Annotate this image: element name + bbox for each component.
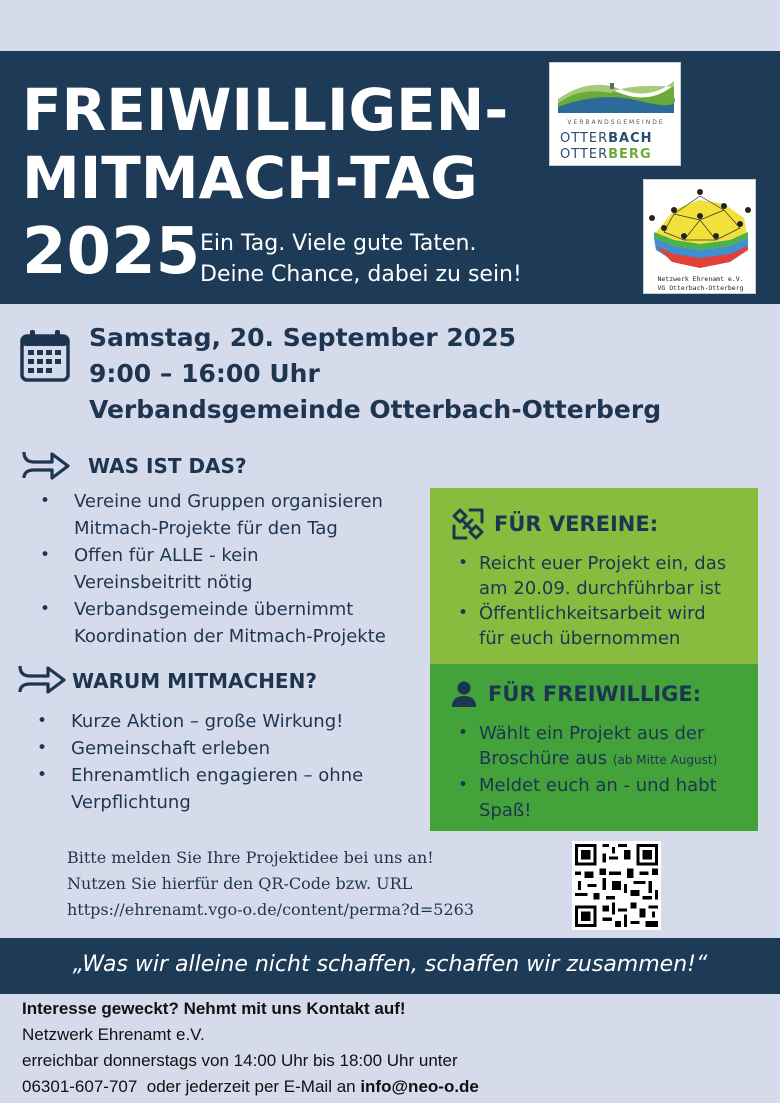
footer-organization: Netzwerk Ehrenamt e.V. xyxy=(22,1025,205,1044)
quote-text: „Was wir alleine nicht schaffen, schaffen wir zusammen!“ xyxy=(72,952,708,977)
list-item: • Meldet euch an - und habt xyxy=(479,773,717,798)
handshake-icon xyxy=(450,506,486,542)
arrow-right-icon xyxy=(16,660,68,698)
warum-list xyxy=(71,708,363,816)
title-line-2: MITMACH-TAG xyxy=(22,144,478,212)
vg-logo xyxy=(549,62,681,166)
list-item: • Öffentlichkeitsarbeit wird xyxy=(479,601,726,626)
submit-url[interactable]: https://ehrenamt.vgo-o.de/content/perma?d=5263 xyxy=(67,900,475,919)
freiwillige-list xyxy=(479,721,717,823)
list-item: • Vereine und Gruppen organisieren xyxy=(74,488,386,515)
vereine-heading: FÜR VEREINE: xyxy=(494,512,659,536)
section-heading-warum-mitmachen: WARUM MITMACHEN? xyxy=(72,669,317,693)
quote-banner xyxy=(0,938,780,994)
list-item: • Kurze Aktion – große Wirkung! xyxy=(71,708,363,735)
title-line-1: FREIWILLIGEN- xyxy=(22,76,509,144)
submit-line-2: Nutzen Sie hierfür den QR-Code bzw. URL xyxy=(67,874,413,893)
freiwillige-box xyxy=(430,664,758,831)
footer-hours: erreichbar donnerstags von 14:00 Uhr bis 18:00 Uhr unter xyxy=(22,1051,458,1070)
freiwillige-heading: FÜR FREIWILLIGE: xyxy=(488,682,702,706)
tagline-line-1: Ein Tag. Viele gute Taten. xyxy=(200,231,477,256)
list-item: • Reicht euer Projekt ein, das xyxy=(479,551,726,576)
qr-code[interactable] xyxy=(572,841,661,930)
calendar-icon xyxy=(20,330,70,382)
vg-logo-top-text: VERBANDSGEMEINDE xyxy=(567,119,665,126)
list-item: • Offen für ALLE - kein xyxy=(74,542,386,569)
network-map-icon xyxy=(644,180,757,272)
list-item: • Wählt ein Projekt aus der xyxy=(479,721,717,746)
netzwerk-logo xyxy=(643,179,756,294)
vg-logo-line-1: OTTERBACH xyxy=(560,131,653,146)
section-heading-was-ist-das: WAS IST DAS? xyxy=(88,454,247,478)
list-item: • Gemeinschaft erleben xyxy=(71,735,363,762)
list-item: • Verbandsgemeinde übernimmt xyxy=(74,596,386,623)
person-icon xyxy=(450,680,478,708)
list-item-continued: am 20.09. durchführbar ist xyxy=(479,578,721,599)
footer-headline: Interesse geweckt? Nehmt mit uns Kontakt auf! xyxy=(22,999,406,1018)
phone-number[interactable]: 06301-607-707 xyxy=(22,1077,138,1096)
list-item-continued: Verpflichtung xyxy=(71,792,191,813)
landscape-icon xyxy=(550,63,682,119)
netzwerk-logo-caption-2: VG Otterbach-Otterberg xyxy=(657,284,744,292)
tagline-line-2: Deine Chance, dabei zu sein! xyxy=(200,262,522,287)
event-date: Samstag, 20. September 2025 xyxy=(89,323,516,352)
vereine-box xyxy=(430,488,758,664)
list-item-continued: Spaß! xyxy=(479,800,532,821)
event-time: 9:00 – 16:00 Uhr xyxy=(89,359,320,388)
event-location: Verbandsgemeinde Otterbach-Otterberg xyxy=(89,395,662,424)
was-ist-das-list xyxy=(74,488,386,650)
vereine-list xyxy=(479,551,726,651)
submit-line-1: Bitte melden Sie Ihre Projektidee bei uns an! xyxy=(67,848,434,867)
list-item: • Ehrenamtlich engagieren – ohne xyxy=(71,762,363,789)
netzwerk-logo-caption-1: Netzwerk Ehrenamt e.V. xyxy=(657,275,744,283)
list-item-continued: Vereinsbeitritt nötig xyxy=(74,572,253,593)
title-year: 2025 xyxy=(22,215,201,289)
footer-contact: 06301-607-707 oder jederzeit per E-Mail an info@neo-o.de xyxy=(22,1077,479,1096)
list-item-continued: Koordination der Mitmach-Projekte xyxy=(74,626,386,647)
list-item-continued: Mitmach-Projekte für den Tag xyxy=(74,518,338,539)
arrow-right-icon xyxy=(20,446,72,484)
list-item-continued: Broschüre aus (ab Mitte August) xyxy=(479,748,718,769)
list-item-continued: für euch übernommen xyxy=(479,628,681,649)
vg-logo-line-2: OTTERBERG xyxy=(560,147,652,162)
email-link[interactable]: info@neo-o.de xyxy=(360,1077,479,1096)
